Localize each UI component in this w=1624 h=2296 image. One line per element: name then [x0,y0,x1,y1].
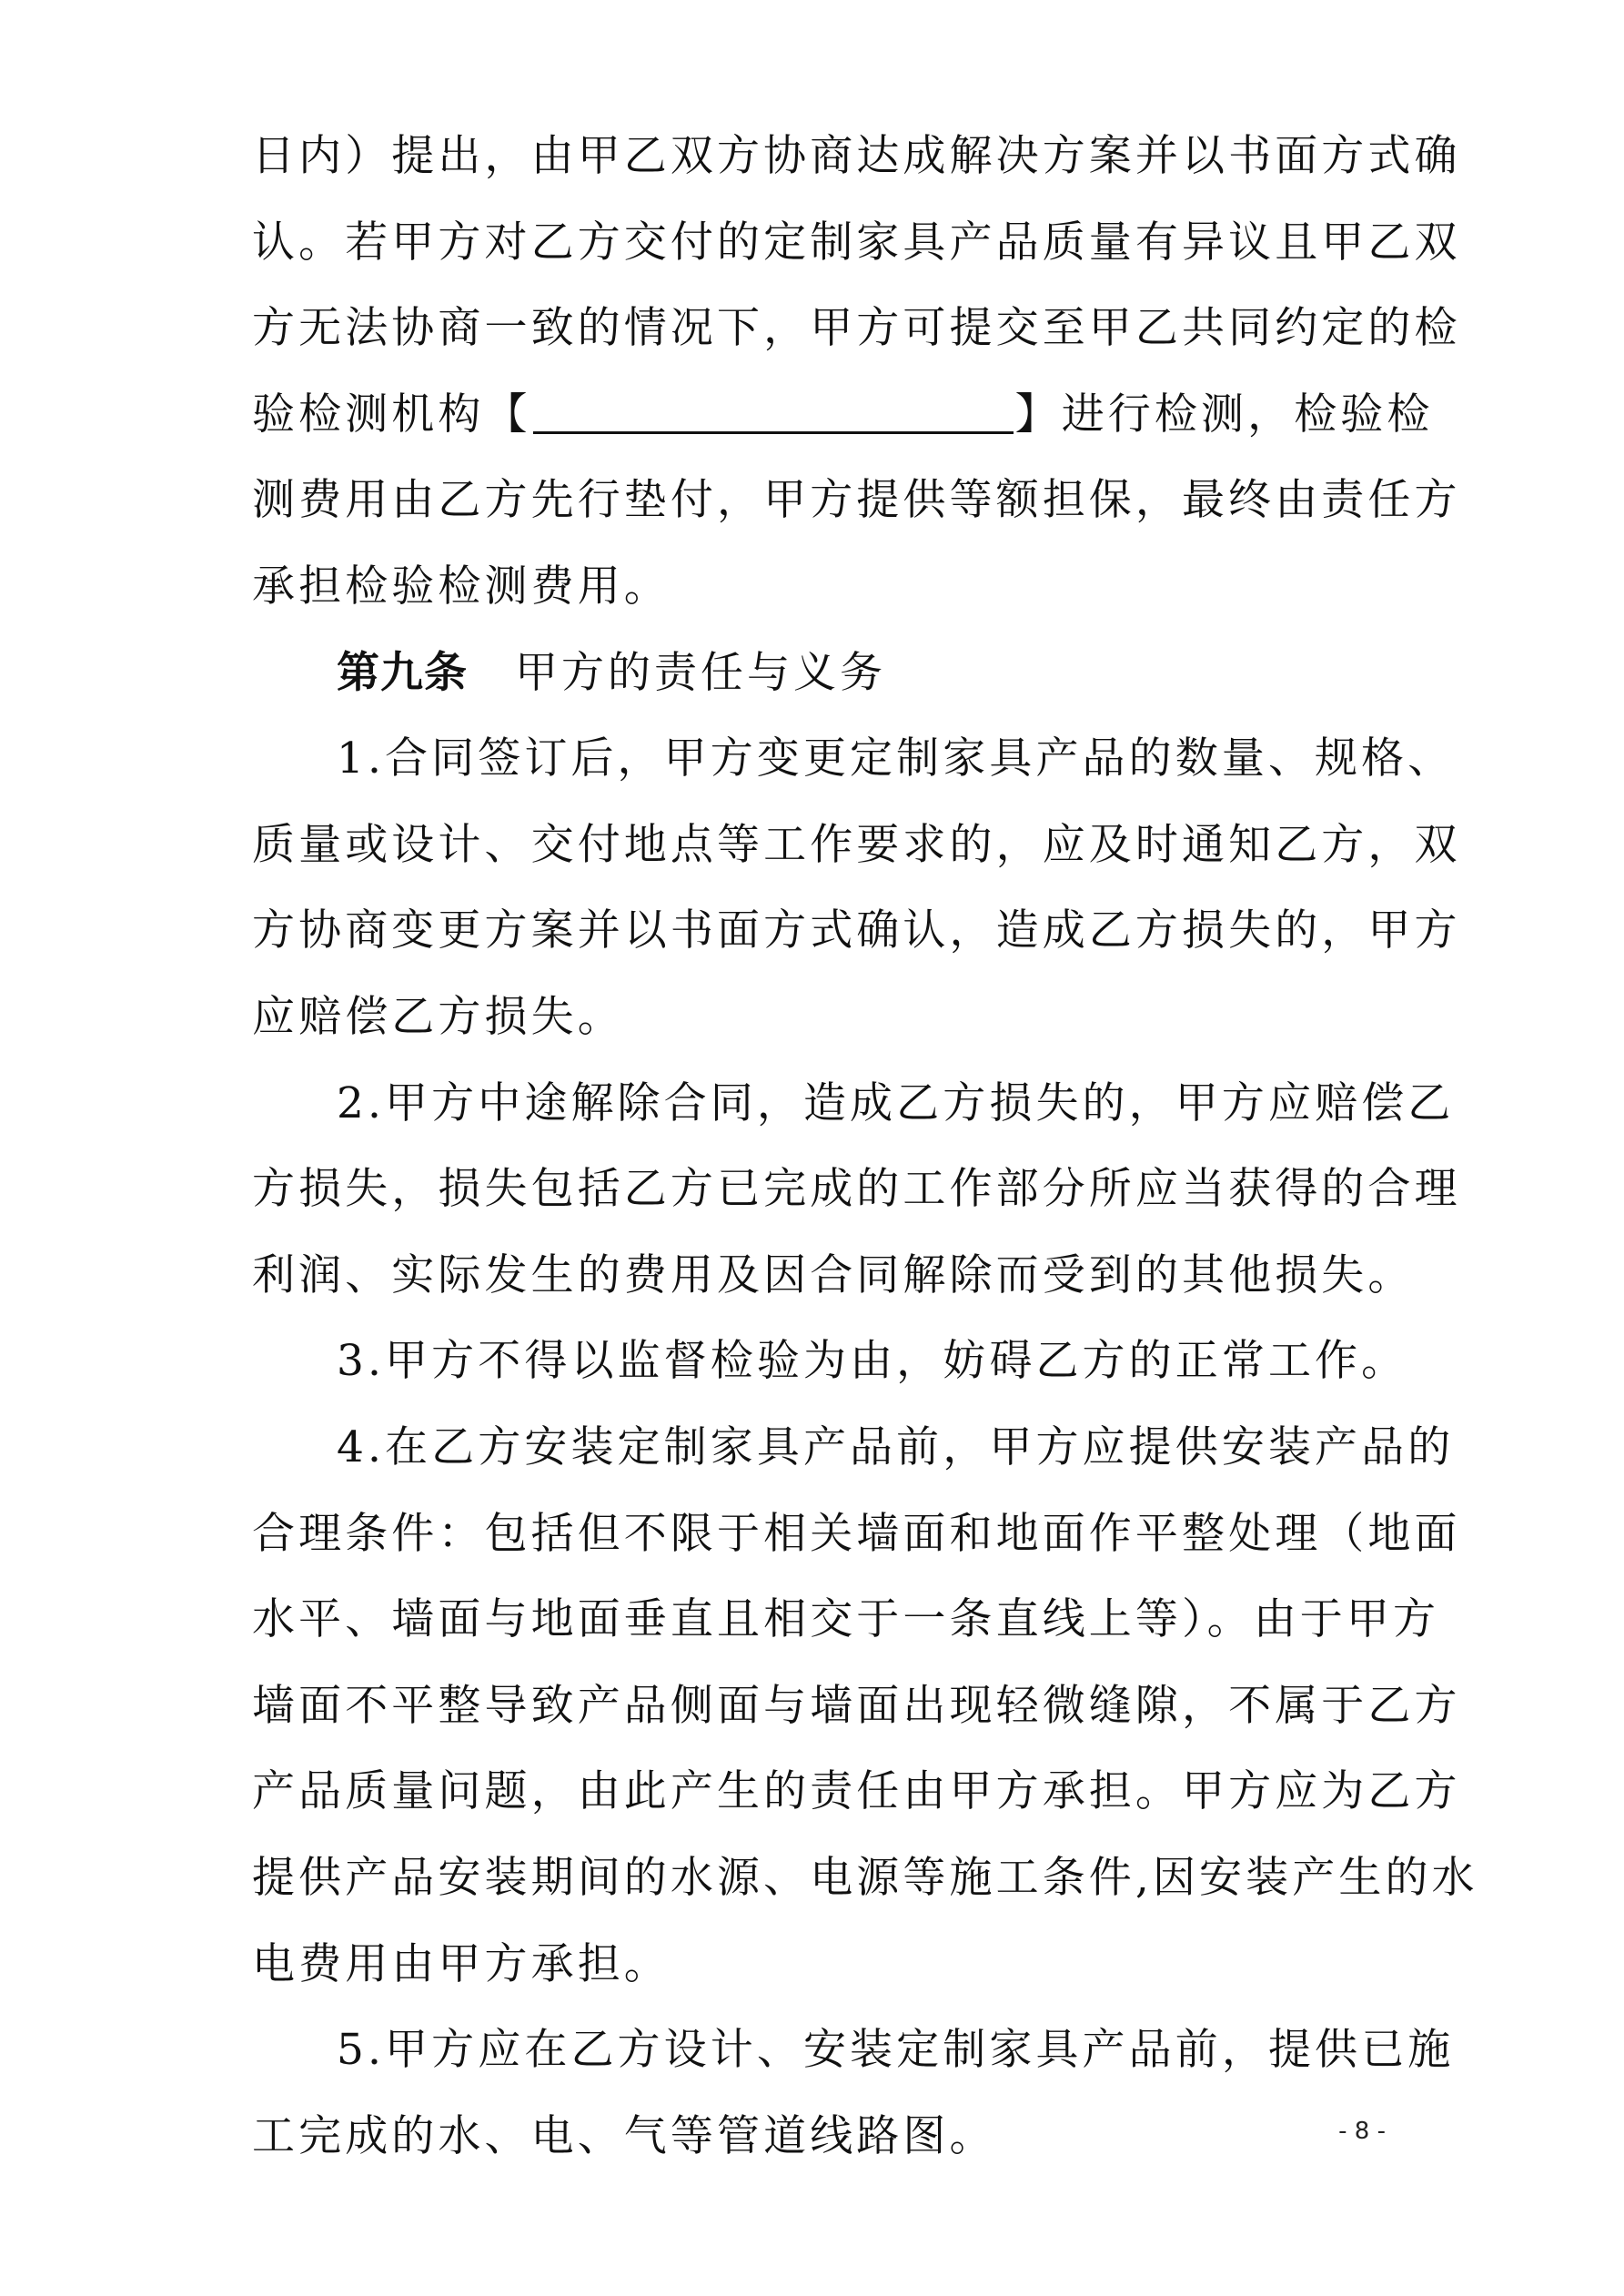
article-number: 第九条 [337,648,468,698]
clause-line: 水平、墙面与地面垂直且相交于一条直线上等）。由于甲方 [252,1594,1440,1644]
clause-line: 质量或设计、交付地点等工作要求的，应及时通知乙方，双 [252,820,1461,870]
clause-line: 4.在乙方安装定制家具产品前，甲方应提供安装产品的 [337,1422,1455,1472]
clause-line: 2.甲方中途解除合同，造成乙方损失的，甲方应赔偿乙 [337,1078,1455,1128]
paragraph-line: 承担检验检测费用。 [252,561,671,612]
clause-line: 方损失，损失包括乙方已完成的工作部分所应当获得的合理 [252,1164,1461,1214]
paragraph-line: 测费用由乙方先行垫付，甲方提供等额担保，最终由责任方 [252,475,1461,525]
article-title: 甲方的责任与义务 [515,648,886,698]
clause-line: 提供产品安装期间的水源、电源等施工条件,因安装产生的水 [252,1853,1478,1903]
paragraph-line: 方无法协商一致的情况下，甲方可提交至甲乙共同约定的检 [252,303,1461,353]
page-number: - 8 - [1338,2118,1386,2145]
clause-line: 工完成的水、电、气等管道线路图。 [252,2111,996,2161]
article-heading [337,644,886,703]
clause-line: 3.甲方不得以监督检验为由，妨碍乙方的正常工作。 [337,1336,1408,1386]
clause-line: 墙面不平整导致产品侧面与墙面出现轻微缝隙，不属于乙方 [252,1681,1461,1731]
clause-line: 应赔偿乙方损失。 [252,992,624,1042]
clause-line: 电费用由甲方承担。 [252,1939,671,1989]
paragraph-line: 认。若甲方对乙方交付的定制家具产品质量有异议且甲乙双 [252,217,1461,268]
clause-line: 产品质量问题，由此产生的责任由甲方承担。甲方应为乙方 [252,1766,1461,1816]
clause-line: 合理条件：包括但不限于相关墙面和地面作平整处理（地面 [252,1509,1461,1559]
fill-in-blank[interactable] [533,389,1014,434]
blank-prefix-text: 验检测机构【 [252,389,531,440]
blank-suffix-text: 】进行检测，检验检 [1014,389,1434,440]
paragraph-line-with-blank [252,386,1434,444]
paragraph-line: 日内）提出，由甲乙双方协商达成解决方案并以书面方式确 [252,131,1461,181]
clause-line: 方协商变更方案并以书面方式确认，造成乙方损失的，甲方 [252,905,1461,956]
clause-line: 利润、实际发生的费用及因合同解除而受到的其他损失。 [252,1250,1415,1300]
clause-line: 1.合同签订后，甲方变更定制家具产品的数量、规格、 [337,733,1455,784]
clause-line: 5.甲方应在乙方设计、安装定制家具产品前，提供已施 [337,2025,1455,2075]
